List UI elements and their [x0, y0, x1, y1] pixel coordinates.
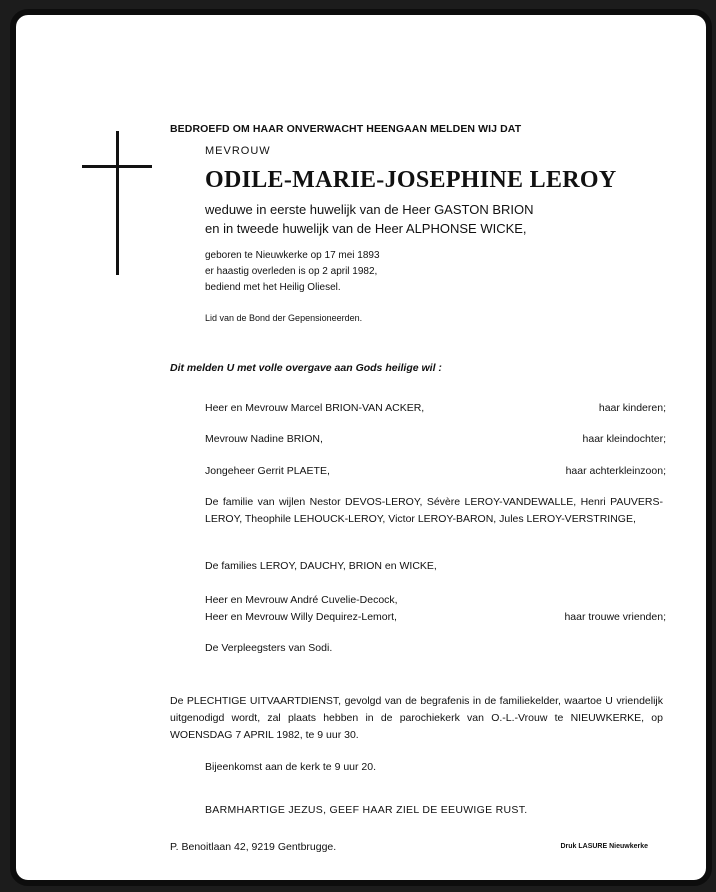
family-name-1: Heer en Mevrouw Marcel BRION-VAN ACKER,: [205, 402, 425, 414]
died-line: er haastig overleden is op 2 april 1982,: [205, 266, 378, 277]
prayer-line: BARMHARTIGE JEZUS, GEEF HAAR ZIEL DE EEUWIGE RUST.: [205, 804, 528, 816]
intro-text: BEDROEFD OM HAAR ONVERWACHT HEENGAAN MELDEN WIJ DAT: [170, 123, 522, 135]
sacrament-line: bediend met het Heilig Oliesel.: [205, 282, 341, 293]
widow-line-1: weduwe in eerste huwelijk van de Heer GASTON BRION: [205, 202, 534, 217]
friends-line-2: Heer en Mevrouw Willy Dequirez-Lemort,: [205, 611, 397, 623]
family-relation-2: haar kleindochter;: [582, 433, 666, 445]
extended-family: De familie van wijlen Nestor DEVOS-LEROY, Sévère LEROY-VANDEWALLE, Henri PAUVERS-LEROY, Theophile LEHOUCK-LEROY, Victor LEROY-BARON, Jules LEROY-VERSTRINGE,: [205, 496, 663, 525]
family-name-3: Jongeheer Gerrit PLAETE,: [205, 465, 330, 477]
family-relation-1: haar kinderen;: [598, 402, 666, 414]
printer-credit: Druk LASURE Nieuwkerke: [560, 843, 648, 850]
cross-icon: [116, 131, 119, 275]
friends-relation: haar trouwe vrienden;: [564, 611, 666, 623]
friends-line-1: Heer en Mevrouw André Cuvelie-Decock,: [205, 594, 398, 606]
address-line: P. Benoitlaan 42, 9219 Gentbrugge.: [170, 841, 337, 853]
nurses-line: De Verpleegsters van Sodi.: [205, 642, 333, 654]
family-name-2: Mevrouw Nadine BRION,: [205, 433, 323, 445]
cross-icon-bar: [82, 165, 152, 168]
gathering-line: Bijeenkomst aan de kerk te 9 uur 20.: [205, 761, 377, 773]
families-line: De families LEROY, DAUCHY, BRION en WICKE,: [205, 560, 437, 572]
obituary-card: [10, 9, 712, 886]
deceased-name: ODILE-MARIE-JOSEPHINE LEROY: [205, 167, 617, 193]
member-line: Lid van de Bond der Gepensioneerden.: [205, 313, 363, 323]
funeral-paragraph: De PLECHTIGE UITVAARTDIENST, gevolgd van de begrafenis in de familiekelder, waartoe U vriendelijk uitgenodigd wordt, zal plaats hebben in de parochiekerk van O.-L.-Vrouw te NIEUWKERKE, op WOENSDAG 7 APRIL 1982, te 9 uur 30.: [170, 695, 663, 741]
born-line: geboren te Nieuwkerke op 17 mei 1893: [205, 250, 380, 261]
widow-line-2: en in tweede huwelijk van de Heer ALPHONSE WICKE,: [205, 221, 527, 236]
family-relation-3: haar achterkleinzoon;: [565, 465, 666, 477]
announcement: Dit melden U met volle overgave aan Gods heilige wil :: [170, 362, 442, 374]
salutation: MEVROUW: [205, 145, 271, 157]
